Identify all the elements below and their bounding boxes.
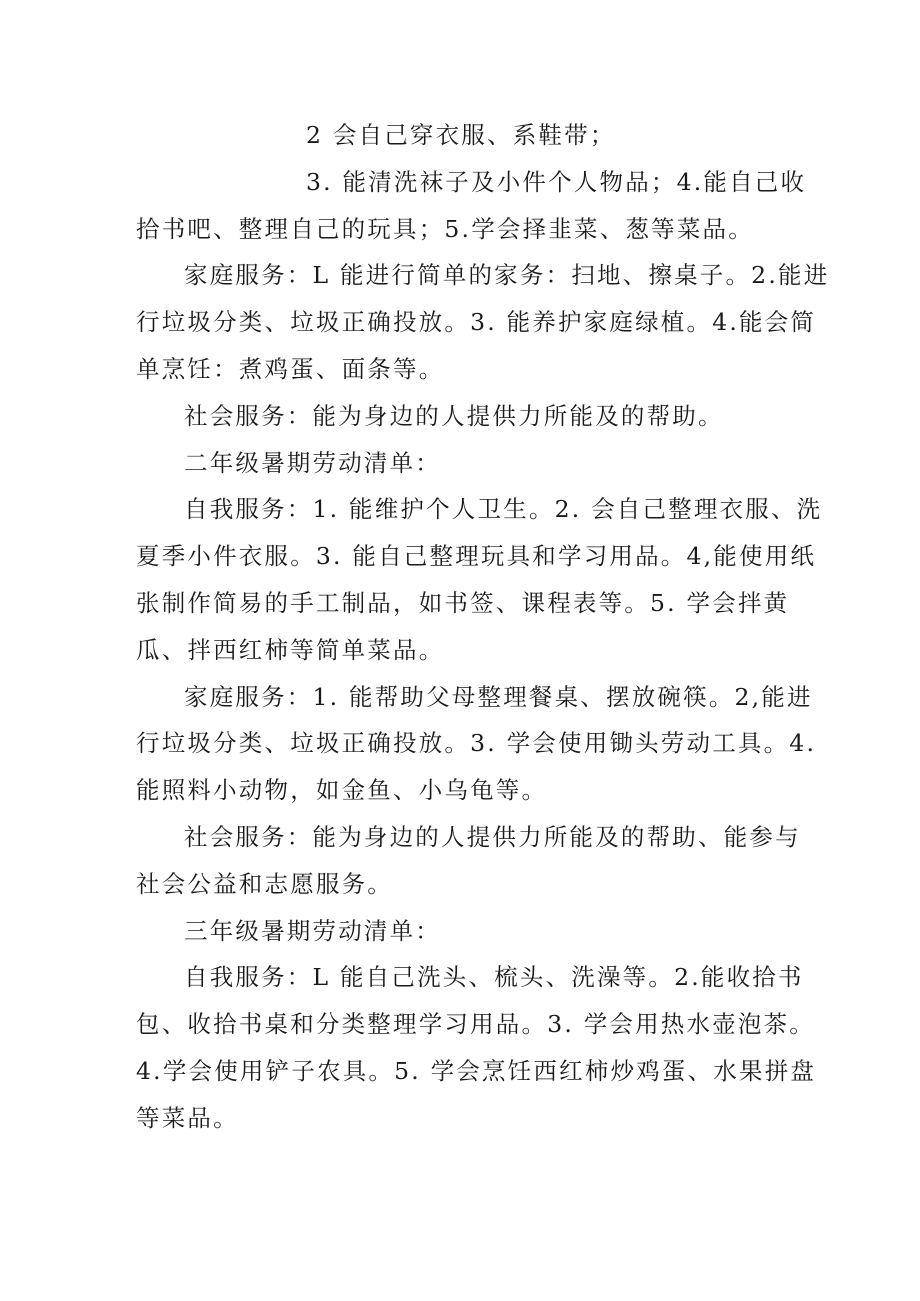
text-line: 夏季小件衣服。3. 能自己整理玩具和学习用品。4,能使用纸 bbox=[136, 542, 817, 571]
text-line: 4.学会使用铲子农具。5. 学会烹饪西红柿炒鸡蛋、水果拼盘 bbox=[136, 1056, 817, 1085]
text-line: 单烹饪：煮鸡蛋、面条等。 bbox=[136, 354, 445, 383]
text-line: 行垃圾分类、垃圾正确投放。3. 学会使用锄头劳动工具。4. bbox=[136, 729, 817, 758]
text-line: 家庭服务：1. 能帮助父母整理餐桌、摆放碗筷。2,能进 bbox=[184, 682, 813, 711]
text-line: 自我服务：L 能自己洗头、梳头、洗澡等。2.能收拾书 bbox=[184, 963, 804, 992]
text-line: 3. 能清洗袜子及小件个人物品；4.能自己收 bbox=[306, 167, 807, 196]
section-heading: 二年级暑期劳动清单： bbox=[184, 448, 441, 477]
text-line: 社会服务：能为身边的人提供力所能及的帮助、能参与 bbox=[184, 822, 801, 851]
text-line: 社会公益和志愿服务。 bbox=[136, 869, 393, 898]
text-line: 包、收拾书桌和分类整理学习用品。3. 学会用热水壶泡茶。 bbox=[136, 1010, 815, 1039]
text-line: 2 会自己穿衣服、系鞋带； bbox=[306, 121, 616, 149]
text-line: 张制作简易的手工制品，如书签、课程表等。5. 学会拌黄 bbox=[136, 588, 790, 617]
section-heading: 三年级暑期劳动清单： bbox=[184, 916, 441, 945]
text-line: 社会服务：能为身边的人提供力所能及的帮助。 bbox=[184, 401, 724, 430]
text-line: 拾书吧、整理自己的玩具；5.学会择韭菜、葱等菜品。 bbox=[136, 214, 754, 243]
text-line: 等菜品。 bbox=[136, 1103, 239, 1132]
text-line: 家庭服务：L 能进行简单的家务：扫地、擦桌子。2.能进 bbox=[184, 261, 830, 290]
text-line: 能照料小动物，如金鱼、小乌龟等。 bbox=[136, 776, 548, 805]
document-body bbox=[136, 112, 830, 1142]
text-line: 瓜、拌西红柿等简单菜品。 bbox=[136, 635, 445, 664]
text-line: 行垃圾分类、垃圾正确投放。3. 能养护家庭绿植。4.能会简 bbox=[136, 308, 817, 337]
text-line: 自我服务：1. 能维护个人卫生。2. 会自己整理衣服、洗 bbox=[184, 495, 823, 524]
